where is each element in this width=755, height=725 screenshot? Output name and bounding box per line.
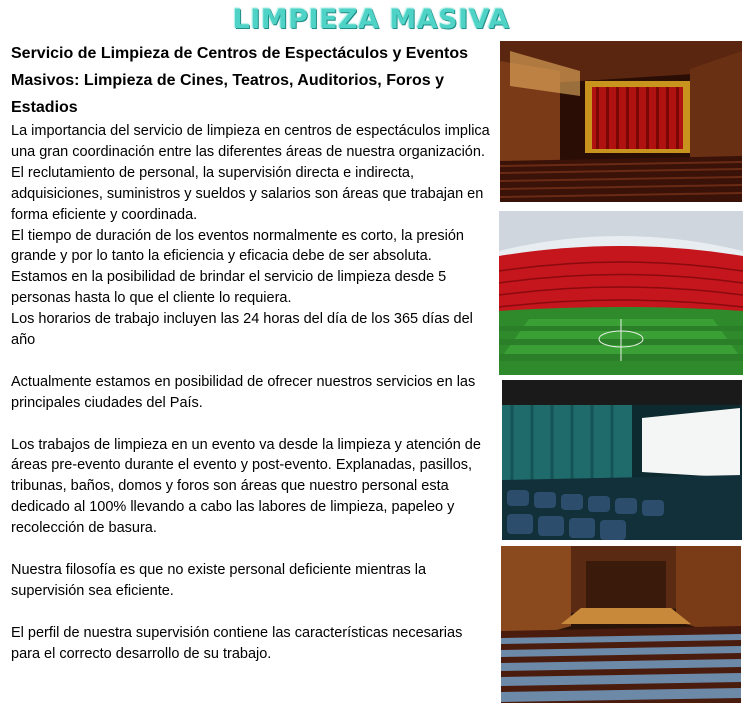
paragraph-hours: Los horarios de trabajo incluyen las 24 horas del día de los 365 días del año	[11, 311, 473, 349]
paragraph-event-work: Los trabajos de limpieza en un evento va desde la limpieza y atención de áreas pre-evento durante el evento y post-evento. Explanadas, pasillos, tribunas, baños, domos y foros son áreas que nuestro personal esta dedicado al 100% llevando a cabo las labores de limpieza, papeleo y recolección de basura.	[11, 436, 481, 537]
paragraph-capacity: Estamos en la posibilidad de brindar el servicio de limpieza desde 5 personas hasta lo que el cliente lo requiera.	[11, 269, 447, 307]
paragraph-recruitment: El reclutamiento de personal, la supervisión directa e indirecta, adquisiciones, suministros y sueldos y salarios son áreas que trabajan en forma eficiente y coordinada.	[11, 164, 484, 223]
paragraph-importance: La importancia del servicio de limpieza en centros de espectáculos implica una gran coordinación entre las diferentes áreas de nuestra organización.	[11, 123, 490, 160]
page-title: LIMPIEZA MASIVA	[232, 4, 510, 35]
paragraph-cities: Actualmente estamos en posibilidad de ofrecer nuestros servicios en las principales ciudades del País.	[11, 373, 476, 411]
theater-photo	[500, 41, 742, 202]
cinema-photo	[502, 380, 742, 540]
auditorium-photo	[501, 546, 741, 703]
body-text	[11, 40, 493, 665]
paragraph-profile: El perfil de nuestra supervisión contiene las características necesarias para el correcto desarrollo de su trabajo.	[11, 624, 463, 662]
stadium-photo	[499, 211, 743, 375]
section-heading: Servicio de Limpieza de Centros de Espectáculos y Eventos Masivos: Limpieza de Cines, Teatros, Auditorios, Foros y Estadios	[11, 45, 469, 116]
paragraph-duration: El tiempo de duración de los eventos normalmente es corto, la presión grande y por lo tanto la eficiencia y eficacia debe de ser absoluta.	[11, 227, 464, 265]
paragraph-philosophy: Nuestra filosofía es que no existe personal deficiente mientras la supervisión sea eficiente.	[11, 561, 427, 599]
